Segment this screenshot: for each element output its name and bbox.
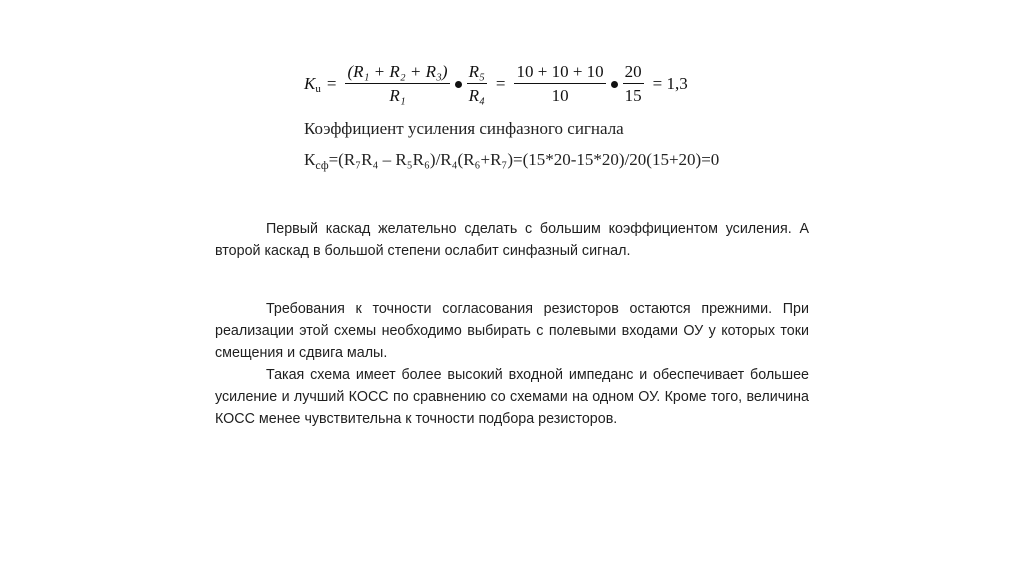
- fraction-denominator: 15: [624, 86, 642, 105]
- fraction-resistor-sum: [345, 63, 449, 105]
- cmrr-heading: Коэффициент усиления синфазного сигнала: [304, 119, 624, 138]
- gain-symbol: $K_u$: [304, 73, 321, 95]
- paragraph-text: Требования к точности согласования резисторов остаются прежними. При реализации этой схемы необходимо выбирать с полевыми входами ОУ у которых токи смещения и сдвига малы.: [215, 301, 809, 361]
- paragraph-text: Первый каскад желательно сделать с большим коэффициентом усиления. А второй каскад в большой степени ослабит синфазный сигнал.: [215, 221, 809, 259]
- fraction-numeric-sum: [514, 63, 605, 105]
- cmrr-expression: =(R₇R₄ – R₅R₆)/R₄(R₆+R₇)=(15*20-15*20)/20(15+20)=0: [328, 150, 720, 169]
- fraction-numeric-ratio: [623, 63, 644, 105]
- gain-result: = 1,3: [652, 74, 688, 93]
- fraction-numerator: R₅: [467, 63, 487, 84]
- fraction-denominator: R₄: [468, 86, 485, 105]
- fraction-denominator: R₁: [389, 86, 406, 105]
- fraction-denominator: 10: [551, 86, 569, 105]
- gain-formula: [304, 60, 694, 108]
- fraction-numerator: 20: [623, 63, 644, 84]
- cmrr-symbol: К: [304, 150, 316, 169]
- multiply-dot-icon: [611, 81, 618, 88]
- paragraph-text: Такая схема имеет более высокий входной импеданс и обеспечивает большее усиление и лучший КОСС по сравнению со схемами на одном ОУ. Кроме того, величина КОСС менее чувствительна к точности подбора резисторов.: [215, 367, 809, 427]
- fraction-resistor-ratio: [467, 63, 487, 105]
- multiply-dot-icon: [455, 81, 462, 88]
- equals-sign: =: [495, 74, 506, 93]
- fraction-numerator: 10 + 10 + 10: [514, 63, 605, 84]
- paragraph-resistor-matching: [215, 298, 809, 364]
- fraction-numerator: (R₁ + R₂ + R₃): [345, 63, 449, 84]
- cmrr-formula: [304, 150, 719, 173]
- paragraph-input-impedance: [215, 364, 809, 430]
- cmrr-symbol-subscript: сф: [315, 158, 329, 172]
- equals-sign: =: [326, 74, 337, 93]
- paragraph-first-stage: [215, 218, 809, 262]
